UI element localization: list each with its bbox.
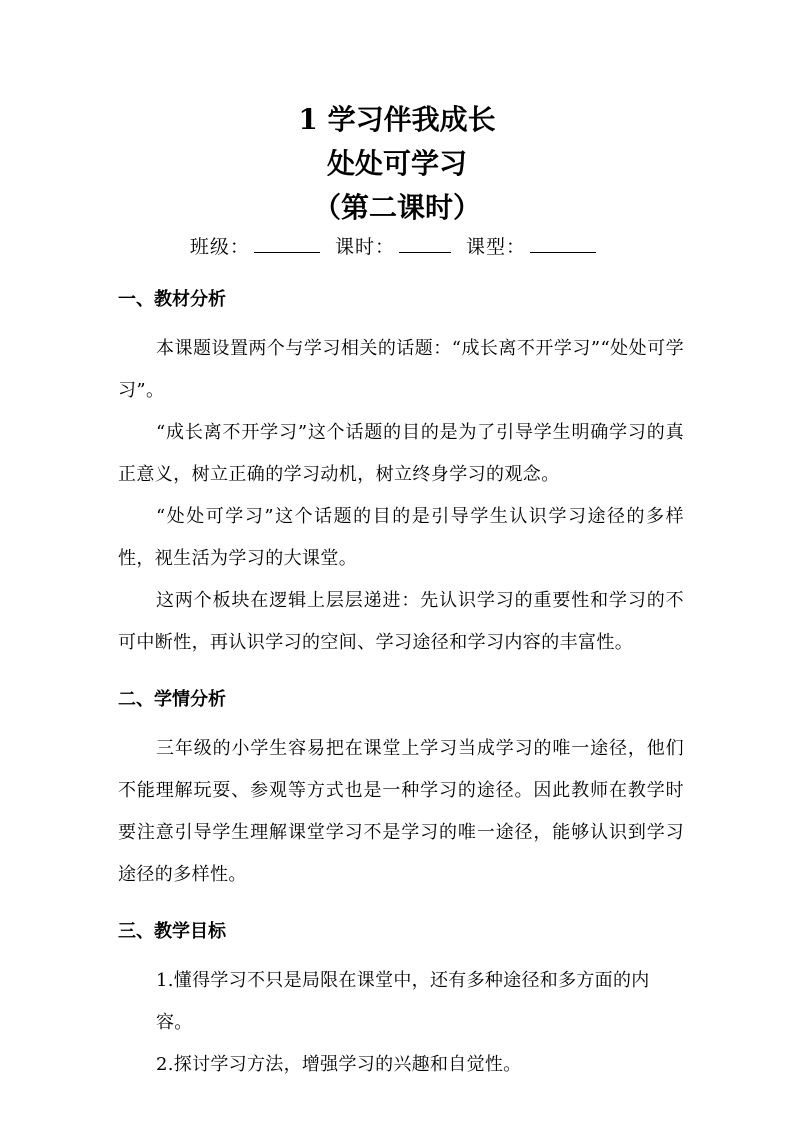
lesson-period: （第二课时） bbox=[312, 191, 481, 224]
section-student-analysis bbox=[118, 686, 684, 896]
goal-item: 1.懂得学习不只是局限在课堂中，还有多种途径和多方面的内容。 bbox=[156, 970, 650, 1033]
type-blank bbox=[530, 238, 596, 253]
class-label: 班级： bbox=[189, 236, 250, 258]
meta-line bbox=[0, 232, 794, 259]
period-blank bbox=[399, 238, 451, 253]
title-block bbox=[0, 98, 794, 230]
paragraph: “成长离不开学习”这个话题的目的是为了引导学生明确学习的真正意义，树立正确的学习动机，树立终身学习的观念。 bbox=[118, 422, 684, 485]
period-label: 课时： bbox=[334, 236, 395, 258]
paragraph: 本课题设置两个与学习相关的话题：“成长离不开学习”“处处可学习”。 bbox=[118, 338, 684, 401]
section-textbook-analysis bbox=[118, 286, 684, 664]
section-teaching-goals bbox=[118, 918, 684, 1086]
paragraph: 这两个板块在逻辑上层层递进：先认识学习的重要性和学习的不可中断性，再认识学习的空间、学习途径和学习内容的丰富性。 bbox=[118, 590, 684, 653]
section-heading: 三、教学目标 bbox=[118, 921, 226, 942]
content bbox=[118, 286, 684, 1108]
lesson-subtitle: 处处可学习 bbox=[326, 147, 467, 180]
goal-item: 2.探讨学习方法，增强学习的兴趣和自觉性。 bbox=[156, 1054, 522, 1075]
paragraph: “处处可学习”这个话题的目的是引导学生认识学习途径的多样性，视生活为学习的大课堂。 bbox=[118, 506, 684, 569]
class-blank bbox=[254, 238, 320, 253]
section-heading: 二、学情分析 bbox=[118, 689, 226, 710]
paragraph: 三年级的小学生容易把在课堂上学习当成学习的唯一途径，他们不能理解玩耍、参观等方式也是一种学习的途径。因此教师在教学时要注意引导学生理解课堂学习不是学习的唯一途径，能够认识到学习途径的多样性。 bbox=[118, 738, 684, 885]
section-heading: 一、教材分析 bbox=[118, 289, 226, 310]
lesson-title: 1 学习伴我成长 bbox=[298, 103, 496, 136]
type-label: 课型： bbox=[466, 236, 527, 258]
